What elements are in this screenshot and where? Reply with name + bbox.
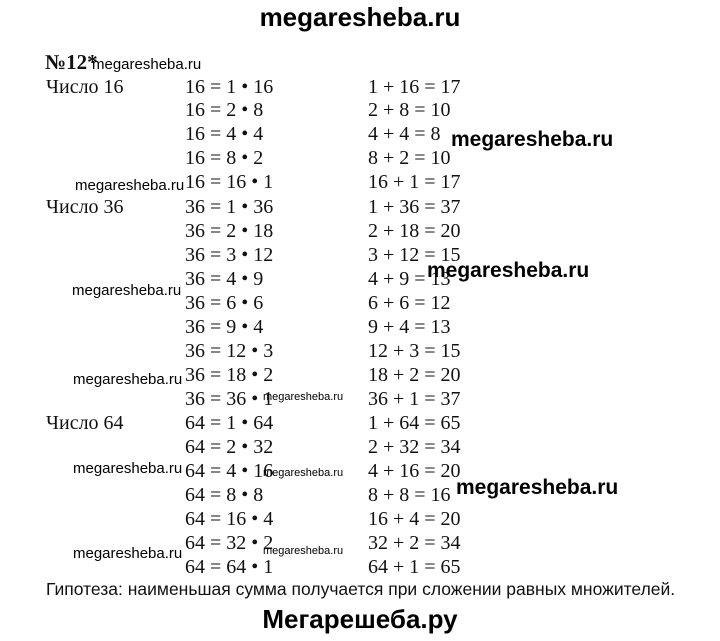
sum-equation: 12 + 3 = 15	[368, 340, 461, 362]
site-footer: Мегарешеба.ру	[262, 604, 458, 634]
sum-equation: 9 + 4 = 13	[368, 316, 451, 338]
sum-equation: 1 + 16 = 17	[368, 76, 461, 98]
watermark: megaresheba.ru	[75, 177, 185, 194]
watermark: megaresheba.ru	[263, 391, 344, 403]
sum-equation: 1 + 36 = 37	[368, 196, 461, 218]
product-equation: 64 = 1 • 64	[185, 412, 274, 434]
sum-equation: 4 + 16 = 20	[368, 460, 461, 482]
product-equation: 36 = 18 • 2	[185, 364, 274, 386]
product-equation: 64 = 32 • 2	[185, 532, 274, 554]
watermark: megaresheba.ru	[451, 128, 614, 151]
sum-equation: 64 + 1 = 65	[368, 556, 461, 578]
product-equation: 36 = 4 • 9	[185, 268, 264, 290]
watermark: megaresheba.ru	[73, 460, 183, 477]
product-equation: 36 = 6 • 6	[185, 292, 264, 314]
sum-equation: 8 + 2 = 10	[368, 147, 451, 169]
sum-equation: 1 + 64 = 65	[368, 412, 461, 434]
sum-equation: 3 + 12 = 15	[368, 244, 461, 266]
sum-equation: 16 + 1 = 17	[368, 171, 461, 193]
watermark: megaresheba.ru	[92, 56, 202, 73]
product-equation: 16 = 8 • 2	[185, 147, 264, 169]
sum-equation: 36 + 1 = 37	[368, 388, 461, 410]
group-label: Число 36	[46, 196, 124, 218]
product-equation: 36 = 3 • 12	[185, 244, 274, 266]
product-equation: 16 = 2 • 8	[185, 99, 264, 121]
watermark: megaresheba.ru	[263, 467, 344, 479]
sum-equation: 16 + 4 = 20	[368, 508, 461, 530]
product-equation: 16 = 1 • 16	[185, 76, 274, 98]
watermark: megaresheba.ru	[73, 545, 183, 562]
watermark: megaresheba.ru	[72, 282, 182, 299]
product-equation: 36 = 9 • 4	[185, 316, 264, 338]
sum-equation: 4 + 4 = 8	[368, 123, 441, 145]
product-equation: 16 = 4 • 4	[185, 123, 264, 145]
watermark: megaresheba.ru	[73, 371, 183, 388]
product-equation: 36 = 12 • 3	[185, 340, 274, 362]
product-equation: 36 = 2 • 18	[185, 220, 274, 242]
watermark: megaresheba.ru	[456, 476, 619, 499]
sum-equation: 32 + 2 = 34	[368, 532, 461, 554]
product-equation: 64 = 16 • 4	[185, 508, 274, 530]
watermark: megaresheba.ru	[427, 259, 590, 282]
sum-equation: 6 + 6 = 12	[368, 292, 451, 314]
sum-equation: 2 + 18 = 20	[368, 220, 461, 242]
product-equation: 64 = 4 • 16	[185, 460, 274, 482]
sum-equation: 2 + 8 = 10	[368, 99, 451, 121]
group-label: Число 64	[46, 412, 124, 434]
product-equation: 64 = 2 • 32	[185, 436, 274, 458]
group-label: Число 16	[46, 76, 124, 98]
hypothesis-text: Гипотеза: наименьшая сумма получается при сложении равных множителей.	[46, 579, 676, 599]
watermark: megaresheba.ru	[263, 545, 344, 557]
product-equation: 16 = 16 • 1	[185, 171, 274, 193]
sum-equation: 8 + 8 = 16	[368, 484, 451, 506]
product-equation: 36 = 36 • 1	[185, 388, 274, 410]
sum-equation: 4 + 9 = 13	[368, 268, 451, 290]
product-equation: 36 = 1 • 36	[185, 196, 274, 218]
site-header: megaresheba.ru	[259, 2, 461, 32]
sum-equation: 2 + 32 = 34	[368, 436, 461, 458]
task-number: №12*	[45, 50, 98, 74]
product-equation: 64 = 8 • 8	[185, 484, 264, 506]
sum-equation: 18 + 2 = 20	[368, 364, 461, 386]
product-equation: 64 = 64 • 1	[185, 556, 274, 578]
